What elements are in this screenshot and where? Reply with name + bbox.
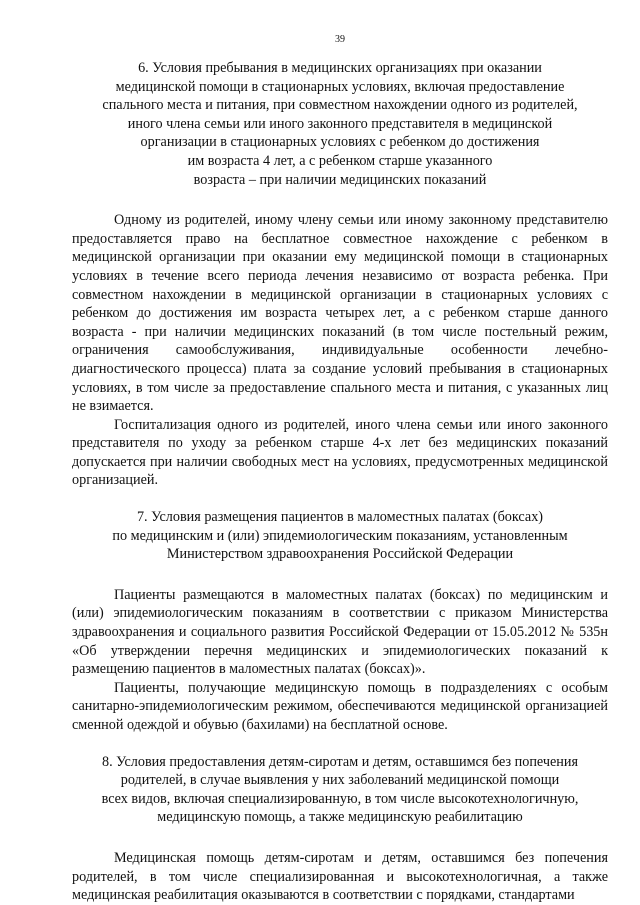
heading-line: медицинской помощи в стационарных условиях, включая предоставление <box>115 78 565 95</box>
heading-line: возраста – при наличии медицинских показаний <box>193 171 487 188</box>
section-7-paragraph-1: Пациенты размещаются в маломестных палатах (боксах) по медицинским и (или) эпидемиологическим показаниям в соответствии с приказом Министерства здравоохранения и социального развития Российской Федерации от 15.05.2012 № 535н «Об утверждении перечня медицинских и эпидемиологических показаний к размещению пациентов в маломестных палатах (боксах)». <box>72 586 608 678</box>
heading-line: по медицинским и (или) эпидемиологическим показаниям, установленным <box>112 527 568 544</box>
page-number: 39 <box>335 34 345 45</box>
heading-line: организации в стационарных условиях с ребенком до достижения <box>140 134 540 151</box>
heading-line: 6. Условия пребывания в медицинских организациях при оказании <box>138 60 542 76</box>
heading-line: Министерством здравоохранения Российской Федерации <box>166 546 514 563</box>
section-6-heading <box>72 59 608 189</box>
heading-line: родителей, в случае выявления у них заболеваний медицинской помощи <box>120 772 560 789</box>
section-6-paragraph-1: Одному из родителей, иному члену семьи или иному законному представителю предоставляется право на бесплатное совместное нахождение с ребенком в медицинской организации при оказании ему медицинской помощи в стационарных условиях в течение всего периода лечения независимо от возраста ребенка. При совместном нахождении в медицинской организации в стационарных условиях с ребенком до достижения им возраста четырех лет, а с ребенком старше данного возраста - при наличии медицинских показаний (в том числе постельный режим, ограничения самообслуживания, индивидуальные особенности лечебно-диагностического процесса) плата за создание условий пребывания в стационарных условиях, в том числе за предоставление спального места и питания, с указанных лиц не взимается. <box>72 212 608 415</box>
heading-line: 7. Условия размещения пациентов в маломестных палатах (боксах) <box>136 509 544 526</box>
heading-line: 8. Условия предоставления детям-сиротам и детям, оставшимся без попечения <box>101 753 579 770</box>
heading-line: иного члена семьи или иного законного представителя в медицинской <box>127 115 553 132</box>
heading-line: всех видов, включая специализированную, в том числе высокотехнологичную, <box>101 790 579 807</box>
section-7-paragraph-2: Пациенты, получающие медицинскую помощь в подразделениях с особым санитарно-эпидемиологическим режимом, обеспечиваются медицинской организацией сменной одеждой и обувью (бахилами) на бесплатной основе. <box>72 679 608 733</box>
heading-line: спального места и питания, при совместном нахождении одного из родителей, <box>102 97 578 114</box>
section-6-paragraph-2: Госпитализация одного из родителей, иного члена семьи или иного законного представителя по уходу за ребенком старше 4-х лет без медицинских показаний допускается при наличии свободных мест на условиях, предусмотренных медицинской организацией. <box>72 416 608 489</box>
heading-line: им возраста 4 лет, а с ребенком старше указанного <box>187 152 493 169</box>
section-8-paragraph-1: Медицинская помощь детям-сиротам и детям, оставшимся без попечения родителей, в том числе специализированная и высокотехнологичная, а также медицинская реабилитация оказываются в соответствии с порядками, стандартами <box>72 849 608 904</box>
heading-line: медицинскую помощь, а также медицинскую реабилитацию <box>157 809 523 826</box>
section-7-heading <box>72 508 608 564</box>
section-8-heading <box>72 753 608 827</box>
